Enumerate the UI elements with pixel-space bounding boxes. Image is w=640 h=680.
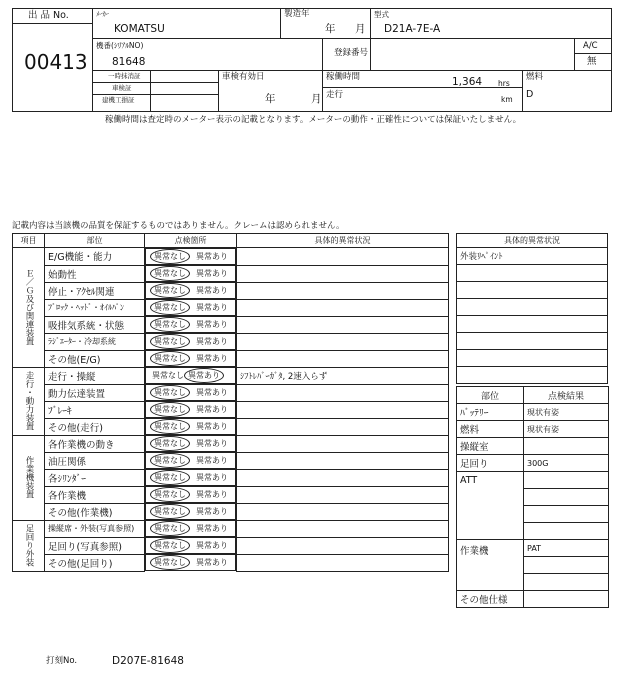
check-status [145, 503, 236, 520]
check-status [145, 486, 236, 503]
part-label: その他(足回り) [45, 554, 145, 571]
check-status [145, 299, 236, 316]
detail-cell [237, 554, 449, 571]
detail-cell [237, 265, 449, 282]
battery-value: 現状有姿 [524, 404, 609, 421]
header-item: 項目 [13, 234, 45, 248]
option-abnormal: 異常あり [196, 541, 228, 550]
option-abnormal: 異常あり [196, 524, 228, 533]
ac-value: 無 [587, 56, 597, 67]
option-normal: 異常なし [150, 266, 190, 281]
part-label: ﾌﾞﾛｯｸ・ﾍｯﾄﾞ・ｵｲﾙﾊﾟﾝ [45, 299, 145, 316]
detail-cell [237, 299, 449, 316]
anomaly-row [457, 333, 608, 350]
hours-value: 1,364 [452, 76, 483, 88]
option-normal: 異常なし [150, 249, 190, 264]
part-label: 停止・ｱｸｾﾙ関連 [45, 282, 145, 299]
year-unit: 年 [325, 23, 336, 35]
inspection-row [13, 554, 449, 571]
result-header-part: 部位 [457, 387, 524, 404]
option-abnormal: 異常あり [196, 252, 228, 261]
part-label: E/G機能・能力 [45, 248, 145, 266]
anomaly-row: 外装ﾘﾍﾟｲﾝﾄ [457, 248, 608, 265]
option-normal: 異常なし [150, 555, 190, 570]
option-abnormal: 異常あり [196, 320, 228, 329]
check-status [145, 452, 236, 469]
inspection-row [13, 435, 449, 452]
inspection-row [13, 248, 449, 266]
part-label: 動力伝達装置 [45, 384, 145, 401]
inspection-row [13, 520, 449, 537]
detail-cell [237, 316, 449, 333]
part-label: 操縦席・外装(写真参照) [45, 520, 145, 537]
option-abnormal: 異常あり [196, 337, 228, 346]
anomaly-row [457, 299, 608, 316]
part-label: その他(E/G) [45, 350, 145, 367]
option-normal: 異常なし [150, 538, 190, 553]
valid-month-unit: 月 [311, 93, 322, 105]
check-status [145, 248, 236, 265]
anomaly-row [457, 367, 608, 384]
option-abnormal: 異常あり [196, 473, 228, 482]
inspection-row [13, 265, 449, 282]
detail-cell [237, 418, 449, 435]
part-label: その他(作業機) [45, 503, 145, 520]
work-machine-value-2 [524, 557, 609, 574]
option-abnormal: 異常あり [196, 507, 228, 516]
serial-value: 81648 [112, 56, 146, 68]
inspection-row [13, 350, 449, 367]
check-status [145, 537, 236, 554]
att-value-1 [524, 472, 609, 489]
option-abnormal: 異常あり [196, 303, 228, 312]
ac-label: A/C [583, 41, 598, 51]
anomaly-row [457, 350, 608, 367]
check-status [145, 282, 236, 299]
anomaly-row [457, 316, 608, 333]
header-detail: 具体的異常状況 [237, 234, 449, 248]
model-label: 型式 [374, 10, 389, 19]
work-machine-label: 作業機 [457, 540, 524, 591]
detail-cell [237, 248, 449, 266]
header-check: 点検箇所 [145, 234, 237, 248]
check-status [145, 316, 236, 333]
inspection-row [13, 503, 449, 520]
option-normal: 異常なし [150, 385, 190, 400]
detail-cell [237, 486, 449, 503]
option-normal: 異常なし [150, 504, 190, 519]
inspection-row [13, 537, 449, 554]
check-status [145, 367, 236, 384]
fuel-result-label: 燃料 [457, 421, 524, 438]
hours-unit: hrs [498, 79, 510, 88]
option-normal: 異常なし [150, 351, 190, 366]
fuel-result-value: 現状有姿 [524, 421, 609, 438]
other-spec-label: その他仕様 [457, 591, 524, 608]
part-label: 走行・操縦 [45, 367, 145, 384]
item-no: 00413 [24, 50, 88, 74]
cab-value [524, 438, 609, 455]
group-label: 走行・動力装置 [13, 367, 45, 435]
detail-cell [237, 282, 449, 299]
anomaly-header: 具体的異常状況 [457, 234, 608, 248]
option-abnormal: 異常あり [196, 405, 228, 414]
inspection-row [13, 418, 449, 435]
inspection-table [12, 233, 449, 572]
detail-cell: ｼﾌﾄﾚﾊﾞｰｶﾞﾀ, 2速入らず [237, 367, 449, 384]
valid-year-unit: 年 [265, 93, 276, 105]
att-value-2 [524, 489, 609, 506]
option-normal: 異常なし [150, 436, 190, 451]
part-label: 始動性 [45, 265, 145, 282]
check-status [145, 435, 236, 452]
att-value-4 [524, 523, 609, 540]
inspection-row [13, 452, 449, 469]
part-label: 足回り(写真参照) [45, 537, 145, 554]
detail-cell [237, 503, 449, 520]
option-abnormal: 異常あり [196, 456, 228, 465]
inspection-row [13, 367, 449, 384]
check-status [145, 401, 236, 418]
undercarriage-label: 足回り [457, 455, 524, 472]
option-normal: 異常なし [150, 453, 190, 468]
maker-value: KOMATSU [114, 23, 165, 35]
part-label: ﾗｼﾞｴｰﾀｰ・冷却系統 [45, 333, 145, 350]
month-unit: 月 [355, 23, 366, 35]
inspection-cert-label: 車検証 [112, 84, 132, 92]
option-abnormal: 異常あり [196, 558, 228, 567]
vehicle-cert-label: 建機工損証 [102, 96, 135, 104]
detail-cell [237, 333, 449, 350]
option-abnormal: 異常あり [196, 388, 228, 397]
battery-label: ﾊﾞｯﾃﾘｰ [457, 404, 524, 421]
detail-cell [237, 537, 449, 554]
cab-label: 操縦室 [457, 438, 524, 455]
option-normal: 異常なし [150, 470, 190, 485]
group-label: 作業機装置 [13, 435, 45, 520]
fuel-label: 燃料 [526, 72, 544, 82]
work-machine-value-1: PAT [524, 540, 609, 557]
inspection-row [13, 299, 449, 316]
detail-cell [237, 469, 449, 486]
detail-cell [237, 401, 449, 418]
part-label: 各作業機の動き [45, 435, 145, 452]
option-normal: 異常なし [150, 317, 190, 332]
check-status [145, 265, 236, 282]
option-abnormal: 異常あり [196, 286, 228, 295]
model-value: D21A-7E-A [384, 23, 441, 35]
part-label: 各ｼﾘﾝﾀﾞｰ [45, 469, 145, 486]
anomaly-panel [456, 233, 608, 384]
detail-cell [237, 520, 449, 537]
result-header-result: 点検結果 [524, 387, 609, 404]
group-label: 足回り外装 [13, 520, 45, 571]
check-status [145, 350, 236, 367]
part-label: ﾌﾞﾚｰｷ [45, 401, 145, 418]
group-label: Ｅ／Ｇ及び関連装置 [13, 248, 45, 368]
option-normal: 異常なし [150, 487, 190, 502]
check-status [145, 333, 236, 350]
check-status [145, 554, 236, 571]
option-normal: 異常なし [152, 371, 184, 380]
header-part: 部位 [45, 234, 145, 248]
option-abnormal: 異常あり [196, 439, 228, 448]
check-status [145, 418, 236, 435]
item-no-label: 出 品 No. [28, 10, 69, 21]
inspection-row [13, 384, 449, 401]
option-normal: 異常なし [150, 283, 190, 298]
undercarriage-value: 300G [524, 455, 609, 472]
hours-label: 稼働時間 [326, 72, 361, 82]
part-label: その他(走行) [45, 418, 145, 435]
km-unit: km [501, 95, 513, 104]
anomaly-row [457, 265, 608, 282]
inspection-row [13, 282, 449, 299]
inspection-row [13, 316, 449, 333]
check-status [145, 469, 236, 486]
detail-cell [237, 452, 449, 469]
other-spec-value [524, 591, 609, 608]
option-normal: 異常なし [150, 402, 190, 417]
option-abnormal: 異常あり [196, 269, 228, 278]
result-panel [456, 386, 609, 608]
att-value-3 [524, 506, 609, 523]
option-normal: 異常なし [150, 334, 190, 349]
detail-cell [237, 435, 449, 452]
detail-cell [237, 384, 449, 401]
option-normal: 異常なし [150, 521, 190, 536]
hours-note: 稼働時間は査定時のメーター表示の記載となります。メーターの動作・正確性については保証いたしません。 [105, 115, 522, 125]
quality-note: 記載内容は当該機の品質を保証するものではありません。クレームは認められません。 [12, 221, 345, 231]
inspection-row [13, 333, 449, 350]
part-label: 油圧関係 [45, 452, 145, 469]
travel-label: 走行 [326, 90, 344, 100]
option-abnormal: 異常あり [196, 490, 228, 499]
inspection-row [13, 469, 449, 486]
maker-label: ﾒｰｶｰ [96, 10, 109, 18]
inspection-row [13, 486, 449, 503]
detail-cell [237, 350, 449, 367]
registration-label: 登録番号 [334, 48, 369, 58]
option-normal: 異常なし [150, 300, 190, 315]
option-abnormal: 異常あり [196, 354, 228, 363]
part-label: 吸排気系統・状態 [45, 316, 145, 333]
inspection-valid-label: 車検有効日 [222, 72, 265, 82]
check-status [145, 384, 236, 401]
option-abnormal: 異常あり [184, 368, 224, 383]
check-status [145, 520, 236, 537]
fuel-value: D [526, 89, 534, 100]
year-label: 製造年 [284, 9, 310, 19]
serial-label: 機番(ｼﾘｱﾙNO) [96, 41, 144, 50]
part-label: 各作業機 [45, 486, 145, 503]
stamp-no: D207E-81648 [112, 655, 184, 667]
temp-permit-label: 一時抹消証 [108, 72, 141, 80]
option-abnormal: 異常あり [196, 422, 228, 431]
option-normal: 異常なし [150, 419, 190, 434]
work-machine-value-3 [524, 574, 609, 591]
inspection-row [13, 401, 449, 418]
att-label: ATT [457, 472, 524, 540]
anomaly-row [457, 282, 608, 299]
stamp-label: 打刻No. [46, 656, 78, 666]
